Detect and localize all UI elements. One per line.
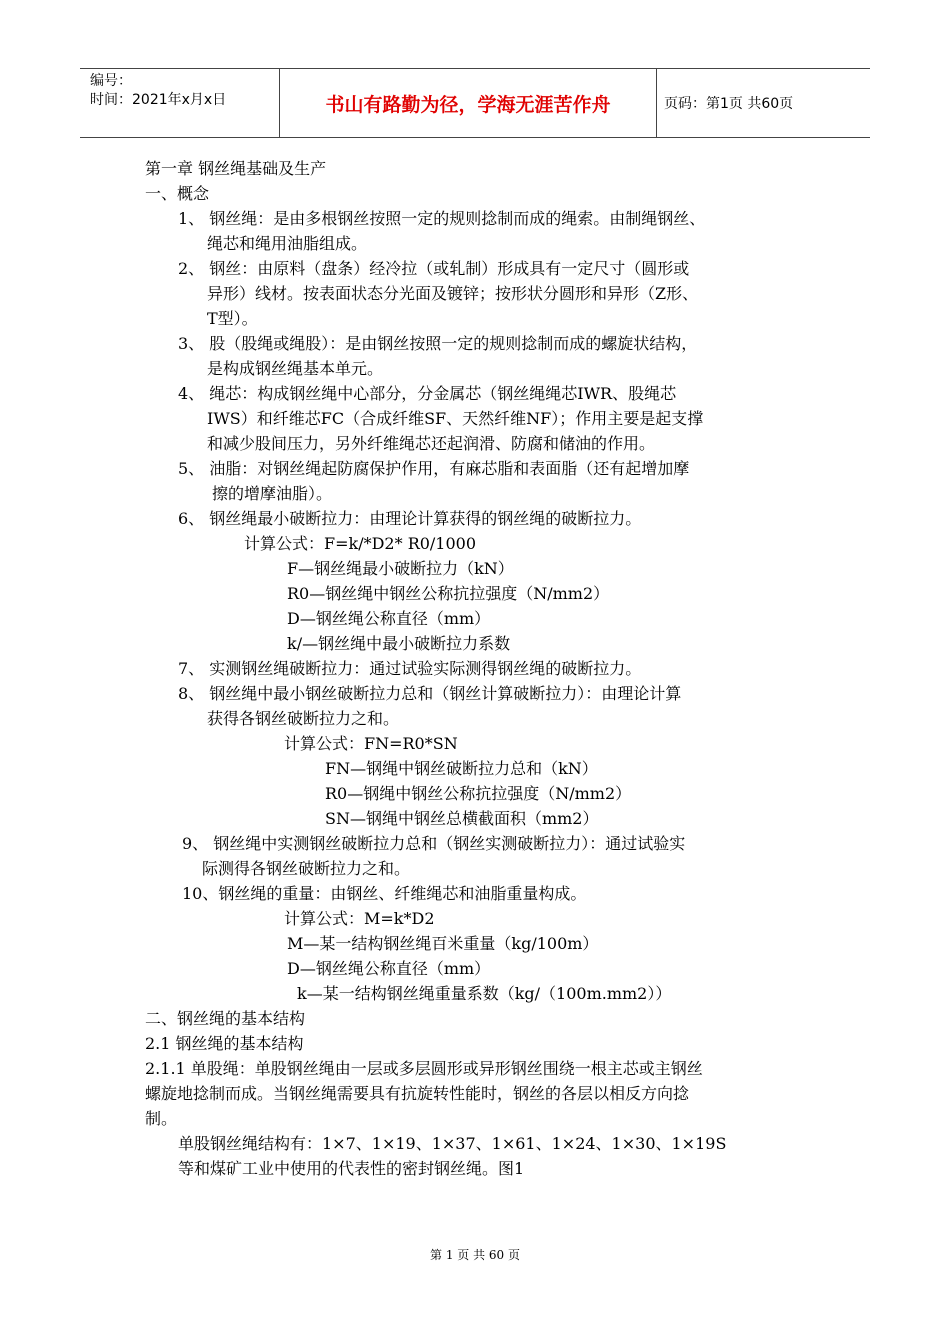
text-line: 绳芯和绳用油脂组成。	[207, 234, 368, 253]
formula-var: D—钢丝绳公称直径（mm）	[287, 609, 491, 628]
formula-line: 计算公式：M=k*D2	[284, 909, 435, 928]
text-line: 1、 钢丝绳：是由多根钢丝按照一定的规则捻制而成的绳索。由制绳钢丝、	[178, 209, 706, 228]
text-line: 异形）线材。按表面状态分光面及镀锌；按形状分圆形和异形（Z形、	[207, 284, 699, 303]
text-line: 等和煤矿工业中使用的代表性的密封钢丝绳。图1	[178, 1159, 525, 1178]
date-line: 时间：2021年x月x日	[90, 92, 227, 108]
section-heading: 一、概念	[145, 184, 210, 203]
formula-var: k—某一结构钢丝绳重量系数（kg/（100m.mm2））	[297, 984, 672, 1003]
page-footer: 第 1 页 共 60 页	[430, 1248, 520, 1262]
formula-var: FN—钢绳中钢丝破断拉力总和（kN）	[325, 759, 598, 778]
text-line: 6、 钢丝绳最小破断拉力：由理论计算获得的钢丝绳的破断拉力。	[178, 509, 642, 528]
text-line: 5、 油脂：对钢丝绳起防腐保护作用，有麻芯脂和表面脂（还有起增加摩	[178, 459, 690, 478]
formula-line: 计算公式：FN=R0*SN	[284, 734, 458, 753]
header-meta	[80, 69, 280, 137]
formula-var: R0—钢绳中钢丝公称抗拉强度（N/mm2）	[325, 784, 632, 803]
text-line: 2、 钢丝：由原料（盘条）经冷拉（或轧制）形成具有一定尺寸（圆形或	[178, 259, 690, 278]
text-line: 际测得各钢丝破断拉力之和。	[202, 859, 411, 878]
text-line: 2.1.1 单股绳：单股钢丝绳由一层或多层圆形或异形钢丝围绕一根主芯或主钢丝	[145, 1059, 703, 1078]
text-line: 7、 实测钢丝绳破断拉力：通过试验实际测得钢丝绳的破断拉力。	[178, 659, 642, 678]
formula-var: D—钢丝绳公称直径（mm）	[287, 959, 491, 978]
text-line: 是构成钢丝绳基本单元。	[207, 359, 384, 378]
text-line: IWS）和纤维芯FC（合成纤维SF、天然纤维NF）；作用主要是起支撑	[207, 409, 704, 428]
text-line: 8、 钢丝绳中最小钢丝破断拉力总和（钢丝计算破断拉力）：由理论计算	[178, 684, 682, 703]
page-header	[80, 68, 870, 138]
formula-var: k/—钢丝绳中最小破断拉力系数	[287, 634, 511, 653]
text-line: 单股钢丝绳结构有：1×7、1×19、1×37、1×61、1×24、1×30、1×19S	[178, 1134, 727, 1153]
formula-var: R0—钢丝绳中钢丝公称抗拉强度（N/mm2）	[287, 584, 610, 603]
header-page-info: 页码：第1页 共60页	[664, 96, 794, 112]
formula-var: F—钢丝绳最小破断拉力（kN）	[287, 559, 514, 578]
section-heading: 二、钢丝绳的基本结构	[145, 1009, 306, 1028]
text-line: T型）。	[207, 309, 258, 328]
header-motto: 书山有路勤为径，学海无涯苦作舟	[280, 69, 657, 137]
text-line: 4、 绳芯：构成钢丝绳中心部分，分金属芯（钢丝绳绳芯IWR、股绳芯	[178, 384, 677, 403]
text-line: 9、 钢丝绳中实测钢丝破断拉力总和（钢丝实测破断拉力）：通过试验实	[182, 834, 686, 853]
text-line: 3、 股（股绳或绳股）：是由钢丝按照一定的规则捻制而成的螺旋状结构，	[178, 334, 698, 353]
text-line: 10、钢丝绳的重量：由钢丝、纤维绳芯和油脂重量构成。	[182, 884, 587, 903]
text-line: 获得各钢丝破断拉力之和。	[207, 709, 400, 728]
text-line: 制。	[145, 1109, 178, 1128]
text-line: 擦的增摩油脂）。	[212, 484, 333, 503]
formula-var: M—某一结构钢丝绳百米重量（kg/100m）	[287, 934, 599, 953]
chapter-title: 第一章 钢丝绳基础及生产	[145, 159, 327, 178]
number-label: 编号：	[90, 73, 132, 89]
subsection-heading: 2.1 钢丝绳的基本结构	[145, 1034, 304, 1053]
text-line: 和减少股间压力，另外纤维绳芯还起润滑、防腐和储油的作用。	[207, 434, 656, 453]
text-line: 螺旋地捻制而成。当钢丝绳需要具有抗旋转性能时，钢丝的各层以相反方向捻	[145, 1084, 690, 1103]
formula-line: 计算公式：F=k/*D2* R0/1000	[244, 534, 477, 553]
formula-var: SN—钢绳中钢丝总横截面积（mm2）	[325, 809, 599, 828]
